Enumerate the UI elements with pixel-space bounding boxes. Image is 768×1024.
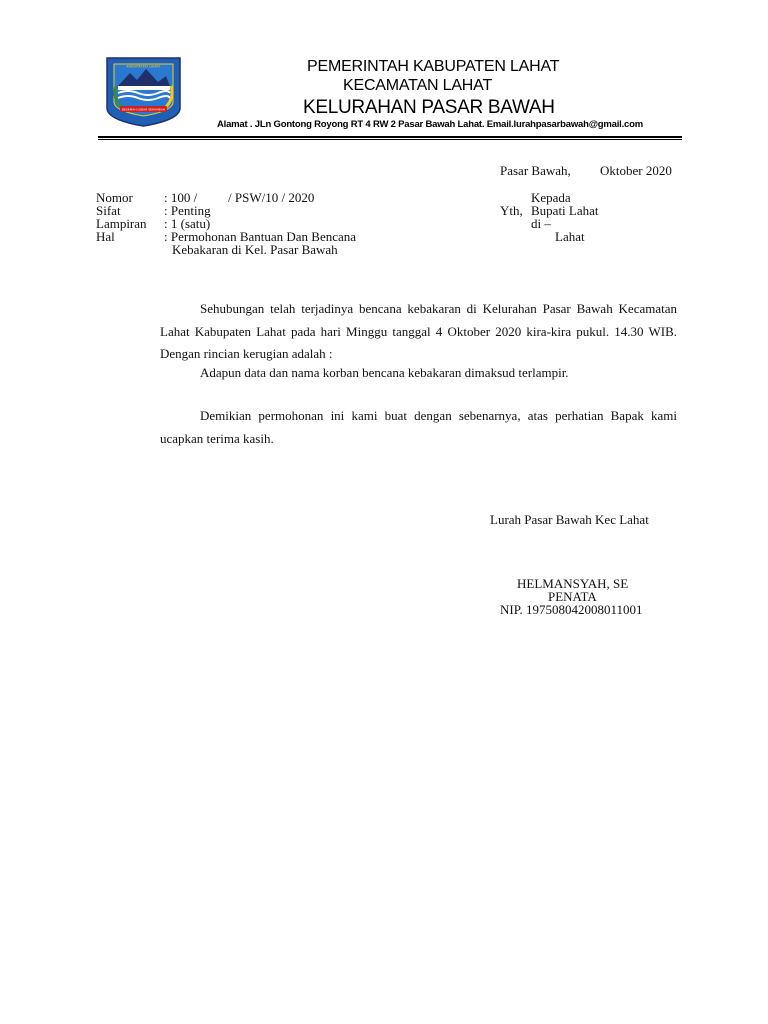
meta-hal-value-line1: : Permohonan Bantuan Dan Bencana xyxy=(164,229,357,244)
meta-nomor-value: : 100 / xyxy=(164,190,198,205)
date-place: Pasar Bawah, xyxy=(500,163,571,178)
signature-rank: PENATA xyxy=(548,589,597,604)
recipient-yth: Yth, xyxy=(500,203,523,218)
emblem-sky-band xyxy=(118,86,170,90)
header-divider xyxy=(98,136,682,140)
header-subdistrict: KELURAHAN PASAR BAWAH xyxy=(303,97,555,118)
signature-nip: NIP. 197508042008011001 xyxy=(500,602,643,617)
meta-sifat-label: Sifat xyxy=(96,203,121,218)
recipient-name: Bupati Lahat xyxy=(531,203,599,218)
recipient-di: di – xyxy=(531,216,551,231)
date-month-year: Oktober 2020 xyxy=(600,163,672,178)
body-paragraph-2: Adapun data dan nama korban bencana kebakaran dimaksud terlampir. xyxy=(200,365,569,380)
meta-hal-value-line2: Kebakaran di Kel. Pasar Bawah xyxy=(172,242,338,257)
signature-title: Lurah Pasar Bawah Kec Lahat xyxy=(490,512,649,527)
kabupaten-lahat-emblem xyxy=(104,56,183,127)
meta-sifat-value: : Penting xyxy=(164,203,211,218)
header-district: KECAMATAN LAHAT xyxy=(343,77,493,94)
body-paragraph-1: Sehubungan telah terjadinya bencana kebakaran di Kelurahan Pasar Bawah Kecamatan Lahat Kabupaten Lahat pada hari Minggu tanggal 4 Oktober 2020 kira-kira pukul. 14.30 WIB. Dengan rincian kerugian adalah : xyxy=(160,301,677,361)
meta-nomor-label: Nomor xyxy=(96,190,133,205)
signature-name: HELMANSYAH, SE xyxy=(517,576,629,591)
body-paragraph-3: Demikian permohonan ini kami buat dengan sebenarnya, atas perhatian Bapak kami ucapkan terima kasih. xyxy=(160,408,677,446)
meta-hal-label: Hal xyxy=(96,229,115,244)
meta-lampiran-value: : 1 (satu) xyxy=(164,216,211,231)
header-government: PEMERINTAH KABUPATEN LAHAT xyxy=(307,58,560,75)
emblem-top-text: KABUPATEN LAHAT xyxy=(126,64,161,69)
recipient-place: Lahat xyxy=(555,229,585,244)
meta-lampiran-label: Lampiran xyxy=(96,216,147,231)
header-address: Alamat . JLn Gontong Royong RT 4 RW 2 Pasar Bawah Lahat. Email.lurahpasarbawah@gmail.com xyxy=(217,119,643,130)
emblem-ribbon-text: BESEMAH LEBAR SERAMBAH xyxy=(121,107,166,112)
recipient-kepada: Kepada xyxy=(531,190,571,205)
meta-nomor-suffix: / PSW/10 / 2020 xyxy=(228,190,315,205)
